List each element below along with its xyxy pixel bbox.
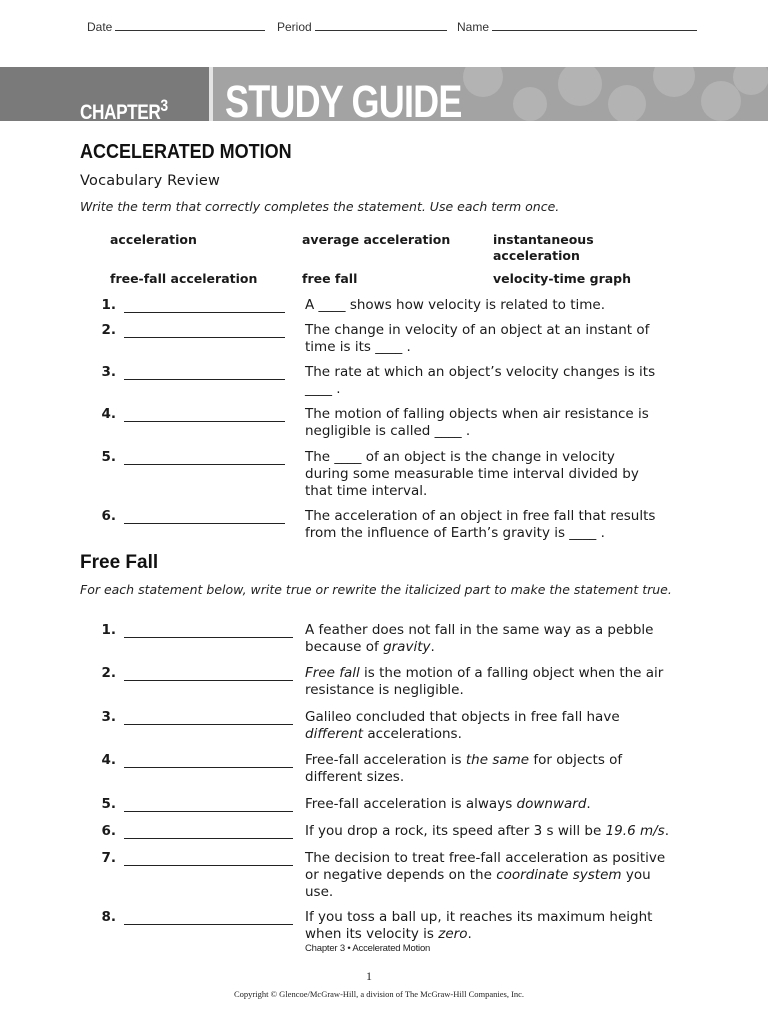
item-number: 6. [101, 823, 116, 839]
chapter-banner [0, 67, 768, 121]
item-number: 2. [101, 322, 116, 338]
answer-blank[interactable] [124, 365, 285, 380]
answer-blank[interactable] [124, 298, 285, 313]
period-label: Period [277, 20, 312, 34]
term-instantaneous-acceleration: instantaneous acceleration [493, 232, 594, 263]
item-text-plain: The decision to treat free-fall acceleration as positive or negative depends on the [305, 850, 666, 883]
date-blank[interactable] [115, 18, 265, 31]
item-text-plain: is the motion of a falling object when the air resistance is negligible. [305, 665, 664, 698]
item-number: 6. [101, 508, 116, 524]
item-text-plain: Free-fall acceleration is [305, 752, 466, 768]
name-label: Name [457, 20, 490, 34]
italic-term: Free fall [305, 665, 360, 681]
term-acceleration: acceleration [110, 232, 197, 247]
item-text: The motion of falling objects when air resistance is negligible is called ____ . [305, 406, 649, 439]
item-number: 4. [101, 752, 116, 768]
answer-blank[interactable] [124, 753, 293, 768]
item-text: The rate at which an object’s velocity changes is its ____ . [305, 364, 656, 397]
italic-term: downward [516, 796, 587, 812]
item-number: 2. [101, 665, 116, 681]
free-fall-instructions: For each statement below, write true or rewrite the italicized part to make the statement true. [80, 582, 672, 597]
item-text: The change in velocity of an object at an instant of time is its ____ . [305, 322, 650, 355]
item-text-plain: . [586, 796, 591, 812]
item-text-plain: accelerations. [363, 726, 462, 742]
answer-blank[interactable] [124, 710, 293, 725]
item-text: The ____ of an object is the change in velocity during some measurable time interval divided by that time interval. [305, 449, 639, 499]
item-text-plain: . [467, 926, 472, 942]
item-text [305, 850, 670, 901]
italic-term: different [305, 726, 364, 742]
item-number: 3. [101, 709, 116, 725]
term-free-fall-acceleration: free-fall acceleration [110, 271, 258, 286]
period-blank[interactable] [315, 18, 447, 31]
item-text-plain: Galileo concluded that objects in free fall have [305, 709, 620, 725]
answer-blank[interactable] [124, 509, 285, 524]
section-title-free-fall: Free Fall [80, 552, 159, 573]
answer-blank[interactable] [124, 824, 293, 839]
date-field [87, 18, 265, 34]
page-number: 1 [366, 969, 372, 983]
italic-term: 19.6 m/s [605, 823, 665, 839]
answer-blank[interactable] [124, 407, 285, 422]
item-number: 4. [101, 406, 116, 422]
italic-term: gravity [383, 639, 431, 655]
section-title-accelerated-motion: ACCELERATED MOTION [80, 141, 292, 163]
item-text-plain: . [430, 639, 435, 655]
answer-blank[interactable] [124, 851, 293, 866]
study-guide-title: STUDY GUIDE [225, 76, 462, 121]
italic-term: the same [465, 752, 530, 768]
item-text [305, 665, 670, 699]
item-number: 1. [101, 622, 116, 638]
name-field [457, 18, 697, 34]
italic-term: coordinate system [496, 867, 622, 883]
item-number: 5. [101, 796, 116, 812]
item-text [305, 752, 670, 786]
chapter-word: CHAPTER [80, 101, 161, 121]
item-text [305, 796, 670, 813]
italic-term: zero [438, 926, 468, 942]
answer-blank[interactable] [124, 623, 293, 638]
copyright-notice: Copyright © Glencoe/McGraw-Hill, a division of The McGraw-Hill Companies, Inc. [234, 989, 525, 999]
item-text-plain: you use. [305, 867, 651, 900]
term-velocity-time-graph: velocity-time graph [493, 271, 632, 286]
item-text-plain: . [664, 823, 669, 839]
term-free-fall: free fall [302, 271, 358, 286]
running-footer: Chapter 3 • Accelerated Motion [305, 943, 431, 954]
item-text: A ____ shows how velocity is related to time. [305, 297, 605, 313]
term-average-acceleration: average acceleration [302, 232, 451, 247]
item-text-plain: for objects of different sizes. [305, 752, 623, 785]
answer-blank[interactable] [124, 450, 285, 465]
answer-blank[interactable] [124, 797, 293, 812]
period-field [277, 18, 447, 34]
item-text-plain: If you toss a ball up, it reaches its maximum height when its velocity is [305, 909, 653, 942]
item-text [305, 622, 670, 656]
item-number: 8. [101, 909, 116, 925]
item-text [305, 709, 670, 743]
date-label: Date [87, 20, 113, 34]
item-number: 3. [101, 364, 116, 380]
answer-blank[interactable] [124, 666, 293, 681]
vocabulary-instructions: Write the term that correctly completes the statement. Use each term once. [80, 199, 560, 214]
name-blank[interactable] [492, 18, 697, 31]
vocabulary-review-heading: Vocabulary Review [80, 173, 221, 189]
item-text [305, 909, 670, 943]
item-text: The acceleration of an object in free fall that results from the influence of Earth’s gravity is ____ . [305, 508, 656, 541]
answer-blank[interactable] [124, 910, 293, 925]
chapter-label [80, 95, 168, 121]
item-number: 5. [101, 449, 116, 465]
item-number: 1. [101, 297, 116, 313]
item-text [305, 823, 670, 840]
item-text-plain: A feather does not fall in the same way as a pebble because of [305, 622, 654, 655]
item-number: 7. [101, 850, 116, 866]
answer-blank[interactable] [124, 323, 285, 338]
item-text-plain: If you drop a rock, its speed after 3 s will be [305, 823, 606, 839]
chapter-number: 3 [160, 96, 168, 115]
item-text-plain: Free-fall acceleration is always [305, 796, 517, 812]
